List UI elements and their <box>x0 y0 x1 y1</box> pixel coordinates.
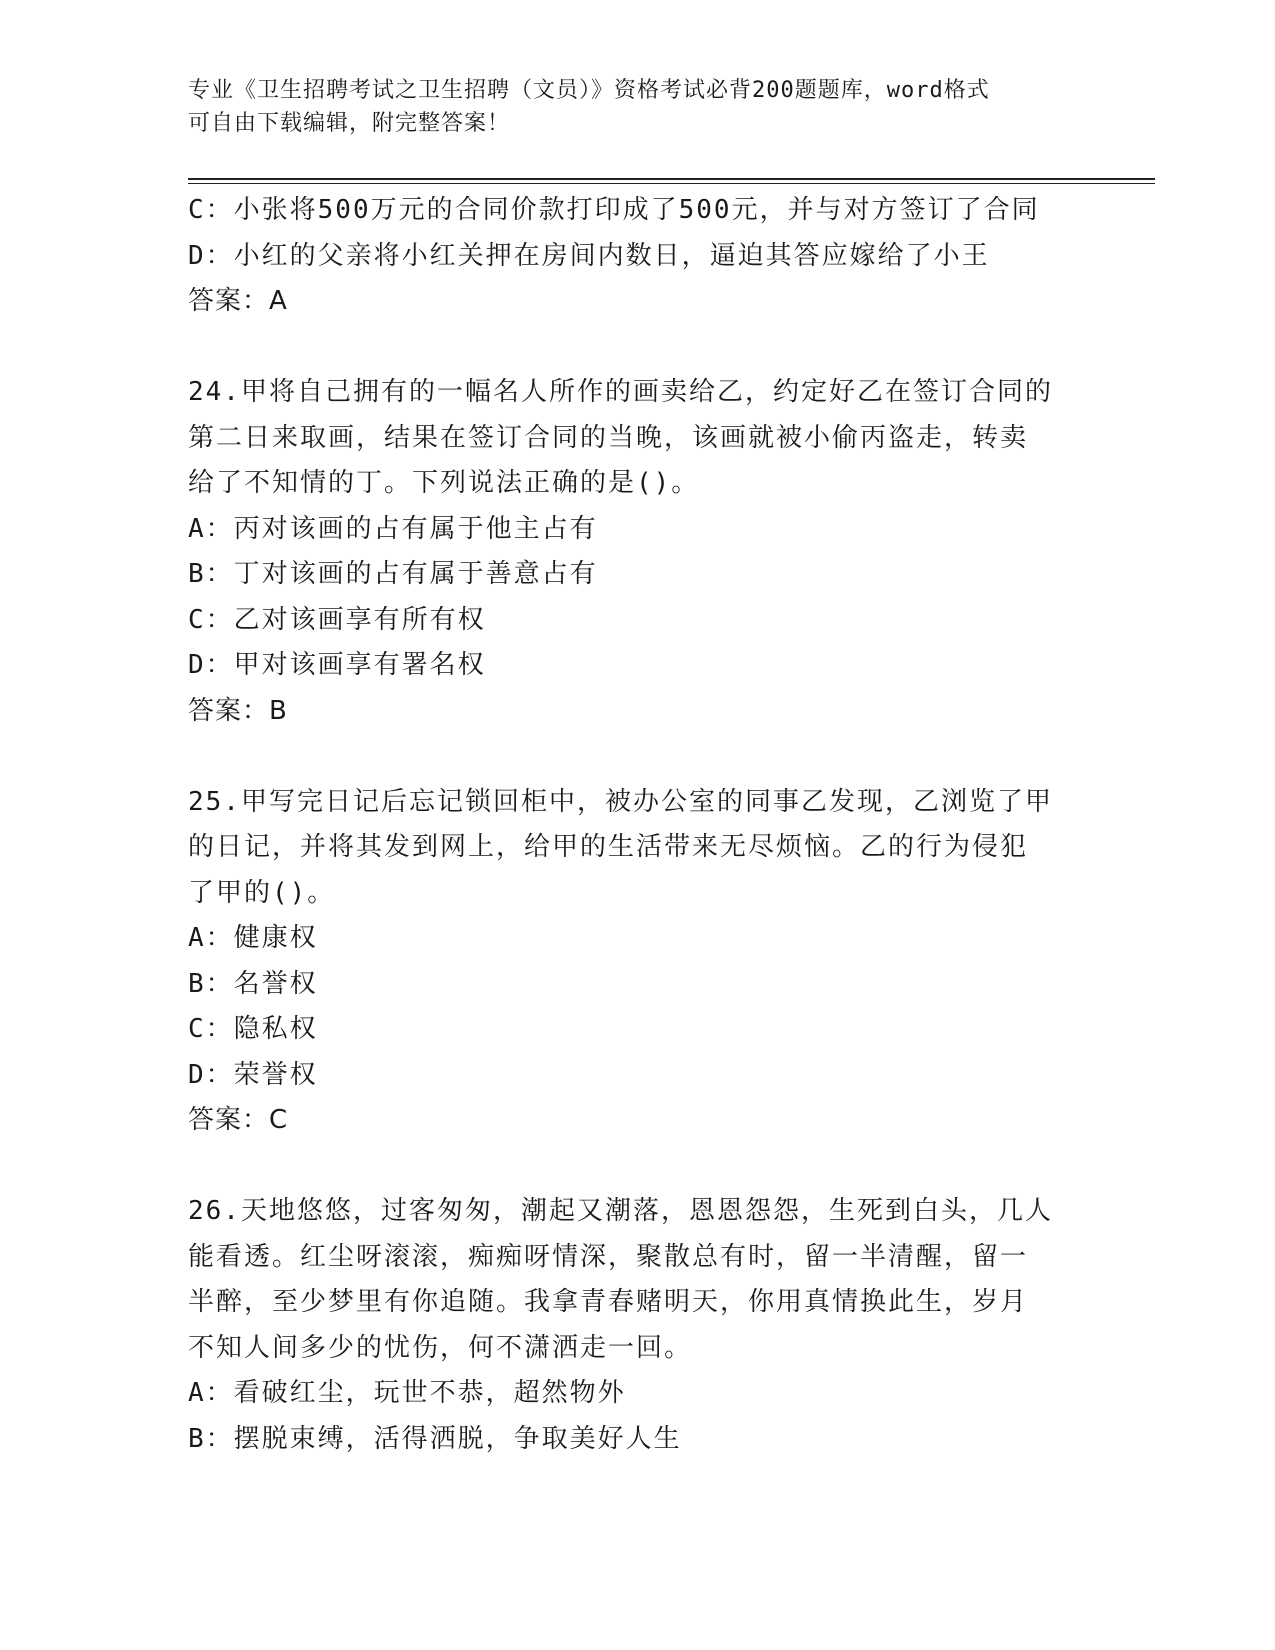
question-text-line: 25.甲写完日记后忘记锁回柜中，被办公室的同事乙发现，乙浏览了甲 <box>188 786 1053 817</box>
header-title-line-2: 可自由下载编辑，附完整答案！ <box>188 111 511 136</box>
option-a: A：看破红尘，玩世不恭，超然物外 <box>188 1378 626 1408</box>
option-d: D：荣誉权 <box>188 1059 318 1090</box>
question-text-line: 能看透。红尘呀滚滚，痴痴呀情深，聚散总有时，留一半清醒，留一 <box>188 1241 1029 1272</box>
option-c: C：隐私权 <box>188 1014 318 1044</box>
question-text-line: 第二日来取画，结果在签订合同的当晚，该画就被小偷丙盗走，转卖 <box>188 422 1029 453</box>
option-a: A：健康权 <box>188 923 318 953</box>
question-text-line: 24.甲将自己拥有的一幅名人所作的画卖给乙，约定好乙在签订合同的 <box>188 377 1053 407</box>
document-header <box>188 74 1068 140</box>
question-23-tail <box>188 188 1088 325</box>
option-b: B：摆脱束缚，活得洒脱，争取美好人生 <box>188 1423 682 1454</box>
question-text-line: 半醉，至少梦里有你追随。我拿青春赌明天，你用真情换此生，岁月 <box>188 1287 1029 1317</box>
question-26 <box>188 1189 1088 1462</box>
option-b: B：名誉权 <box>188 968 318 999</box>
answer-line: 答案：B <box>188 695 288 726</box>
question-text-line: 了甲的()。 <box>188 877 336 908</box>
option-c: C：乙对该画享有所有权 <box>188 604 486 635</box>
option-c: C：小张将500万元的合同价款打印成了500元，并与对方签订了合同 <box>188 195 1040 225</box>
document-body <box>188 188 1088 1462</box>
header-divider-thin <box>188 183 1155 184</box>
question-text-line: 26.天地悠悠，过客匆匆，潮起又潮落，恩恩怨怨，生死到白头，几人 <box>188 1196 1053 1226</box>
question-25 <box>188 780 1088 1144</box>
header-title-line-1: 专业《卫生招聘考试之卫生招聘（文员）》资格考试必背200题题库，word格式 <box>188 78 990 103</box>
option-a: A：丙对该画的占有属于他主占有 <box>188 513 598 544</box>
question-text-line: 给了不知情的丁。下列说法正确的是()。 <box>188 468 700 498</box>
answer-line: 答案：C <box>188 1105 289 1135</box>
question-text-line: 的日记，并将其发到网上，给甲的生活带来无尽烦恼。乙的行为侵犯 <box>188 832 1029 862</box>
spacer <box>188 734 1088 780</box>
option-d: D：甲对该画享有署名权 <box>188 650 486 680</box>
question-text-line: 不知人间多少的忧伤，何不潇洒走一回。 <box>188 1332 693 1363</box>
header-divider-thick <box>188 178 1155 180</box>
answer-line: 答案：A <box>188 286 288 316</box>
question-24 <box>188 370 1088 734</box>
spacer <box>188 1144 1088 1190</box>
spacer <box>188 325 1088 371</box>
option-b: B：丁对该画的占有属于善意占有 <box>188 559 598 589</box>
option-d: D：小红的父亲将小红关押在房间内数日，逼迫其答应嫁给了小王 <box>188 240 990 271</box>
